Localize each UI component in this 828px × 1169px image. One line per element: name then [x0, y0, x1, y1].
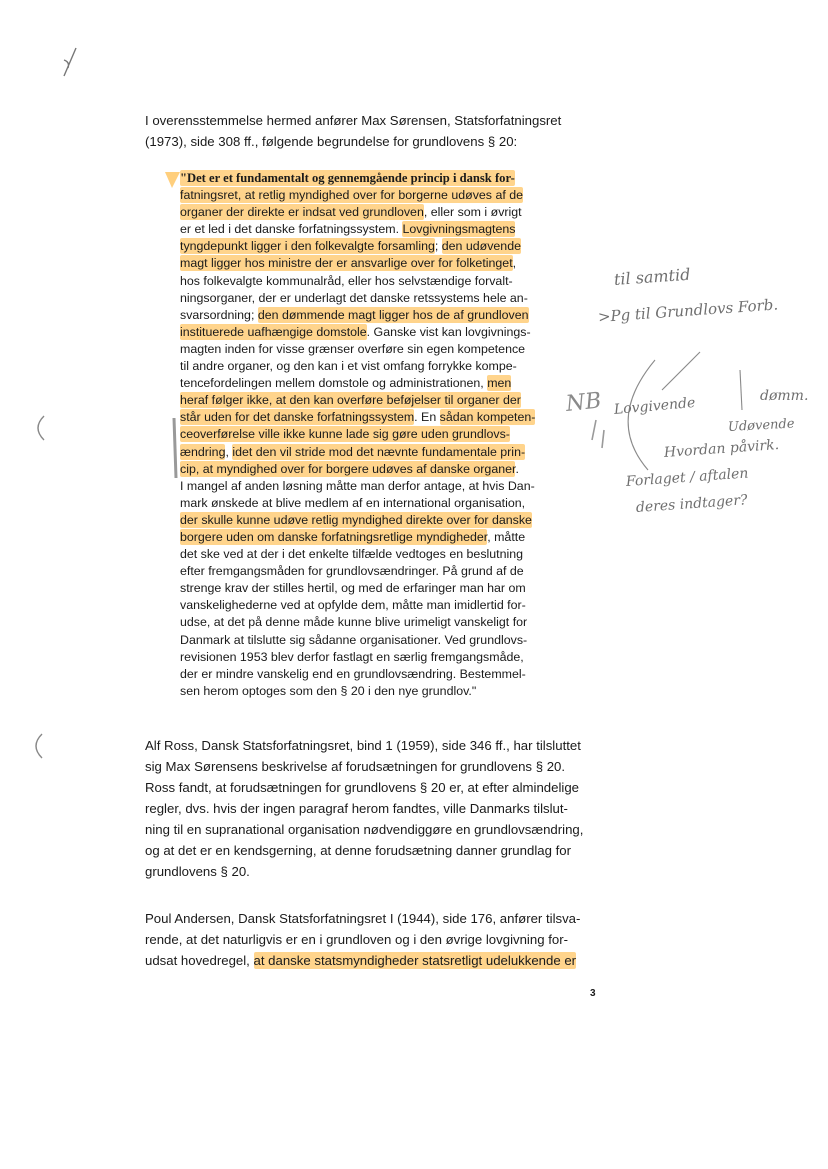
text-segment: udse, at det på denne måde kunne blive urimeligt vanskeligt for [180, 615, 528, 630]
highlighted-text: den dømmende magt ligger hos de af grundloven [257, 307, 529, 322]
highlighted-text: den udøvende [441, 239, 521, 254]
text-segment: ningsorganer, der er underlagt det danske retssystems hele an- [180, 290, 528, 305]
left-margin-bracket-icon [36, 734, 42, 758]
margin-note-grundlov: >Pg til Grundlovs Forb. [597, 295, 779, 326]
intro-line: I overensstemmelse hermed anfører Max Sørensen, Statsforfatningsret [145, 113, 562, 128]
text-segment: , måtte [487, 529, 526, 544]
highlighted-text: ceoverførelse ville ikke kunne lade sig gøre uden grundlovs- [180, 427, 510, 442]
highlighted-text: heraf følger ikke, at den kan overføre beføjelser til organer der [180, 393, 521, 408]
highlighted-text: ændring [180, 444, 226, 459]
left-margin-bracket-icon [38, 416, 44, 440]
text-segment: , [512, 256, 517, 271]
text-segment: . [515, 461, 519, 476]
nb-note: NB [564, 388, 603, 417]
highlighted-text: fatningsret, at retlig myndighed over for borgerne udøves af de [180, 188, 523, 203]
diagram-label-doemmende: dømm. [760, 388, 809, 404]
diagram-label-lovgivende: Lovgivende [613, 394, 696, 418]
text-segment: rende, at det naturligvis er en i grundloven og i den øvrige lovgivning for- [145, 932, 568, 947]
text-segment: mark ønskede at blive medlem af en international organisation, [180, 495, 526, 510]
text-segment: ; [434, 239, 442, 254]
ross-line: grundlovens § 20. [145, 864, 250, 879]
margin-note-samtid: til samtid [613, 264, 691, 289]
quote-open-mark-icon [165, 172, 180, 188]
ross-line: sig Max Sørensens beskrivelse af forudsætningen for grundlovens § 20. [145, 759, 566, 774]
text-segment: . Ganske vist kan lovgivnings- [366, 324, 531, 339]
ross-line: Ross fandt, at forudsætningen for grundlovens § 20 er, at efter almindelige [145, 780, 579, 795]
highlighted-text: Lovgivningsmagtens [402, 222, 516, 237]
question-note-line: Forlaget / aftalen [625, 465, 749, 490]
highlighted-text: men [487, 376, 512, 391]
text-segment: vanskelighederne ved at opfylde dem, måtte man imidlertid for- [180, 598, 526, 613]
page-number: 3 [590, 988, 596, 999]
text-segment: til andre organer, og den kan i et vist omfang forrykke kompe- [180, 359, 517, 374]
text-segment: svarsordning; [180, 307, 258, 322]
text-segment: sen herom optoges som den § 20 i den nye grundlov." [180, 683, 477, 698]
ross-line: ning til en supranational organisation nødvendiggøre en grundlovsændring, [145, 822, 584, 837]
diagram-line-icon [740, 370, 742, 410]
ross-line: Alf Ross, Dansk Statsforfatningsret, bind 1 (1959), side 346 ff., har tilsluttet [145, 738, 581, 753]
highlighted-text: idet den vil stride mod det nævnte fundamentale prin- [232, 444, 526, 459]
ross-line: regler, dvs. hvis der ingen paragraf herom fandtes, ville Danmarks tilslut- [145, 801, 568, 816]
text-segment: Poul Andersen, Dansk Statsforfatningsret I (1944), side 176, anfører tilsva- [145, 911, 581, 926]
text-segment: magten inden for visse grænser overføre sin egen kompetence [180, 341, 526, 356]
text-segment: efter fremgangsmåden for grundlovsændringer. På grund af de [180, 564, 524, 579]
highlighted-text: tyngdepunkt ligger i den folkevalgte forsamling [180, 239, 435, 254]
diagram-label-udoevende: Udøvende [727, 416, 795, 435]
text-segment: strenge krav der stilles hertil, og med de erfaringer man har om [180, 581, 526, 596]
margin-bar-icon [174, 418, 176, 478]
text-segment: det ske ved at der i det enkelte tilfælde vedtoges en beslutning [180, 547, 524, 562]
highlighted-text: står uden for det danske forfatningssystem [180, 410, 415, 425]
text-segment: Danmark at tilslutte sig sådanne organisationer. Ved grundlovs- [180, 632, 528, 647]
corner-scribble-icon [64, 48, 76, 76]
text-segment: revisionen 1953 blev derfor fastlagt en særlig fremgangsmåde, [180, 649, 524, 664]
highlighted-text: der skulle kunne udøve retlig myndighed direkte over for danske [180, 512, 532, 527]
question-note-line: deres indtager? [635, 492, 749, 516]
question-note-line: Hvordan påvirk. [663, 436, 780, 461]
highlighted-text: at danske statsmyndigheder statsretligt udelukkende er [253, 953, 577, 968]
text-segment: udsat hovedregel, [145, 953, 254, 968]
text-segment: I mangel af anden løsning måtte man derfor antage, at hvis Dan- [180, 478, 535, 493]
diagram-line-icon [662, 352, 700, 390]
highlighted-text: sådan kompeten- [439, 410, 536, 425]
text-segment: der er mindre vanskelig end en grundlovsændring. Bestemmel- [180, 666, 526, 681]
ross-line: og at det er en kendsgerning, at denne forudsætning danner grundlag for [145, 843, 571, 858]
nb-mark-icon [592, 420, 604, 448]
quote-first-line-text: "Det er et fundamentalt og gennemgående princip i dansk for- [180, 171, 515, 185]
intro-line: (1973), side 308 ff., følgende begrundelse for grundlovens § 20: [145, 134, 518, 149]
text-segment: , eller som i øvrigt [423, 205, 522, 220]
highlighted-text: magt ligger hos ministre der er ansvarlige over for folketinget [180, 256, 513, 271]
text-segment: er et led i det danske forfatningssystem. [180, 222, 403, 237]
highlighted-text: organer der direkte er indsat ved grundloven [180, 205, 424, 220]
text-segment: hos folkevalgte kommunalråd, eller hos selvstændige forvalt- [180, 273, 513, 288]
highlighted-text: instituerede uafhængige domstole [180, 324, 367, 339]
text-segment: tencefordelingen mellem domstole og administrationen, [180, 376, 488, 391]
highlighted-text: cip, at myndighed over for borgere udøves af danske organer [180, 461, 516, 476]
text-segment: , [225, 444, 233, 459]
highlighted-text: borgere uden om danske forfatningsretlige myndigheder [180, 529, 488, 544]
text-segment: . En [414, 410, 440, 425]
